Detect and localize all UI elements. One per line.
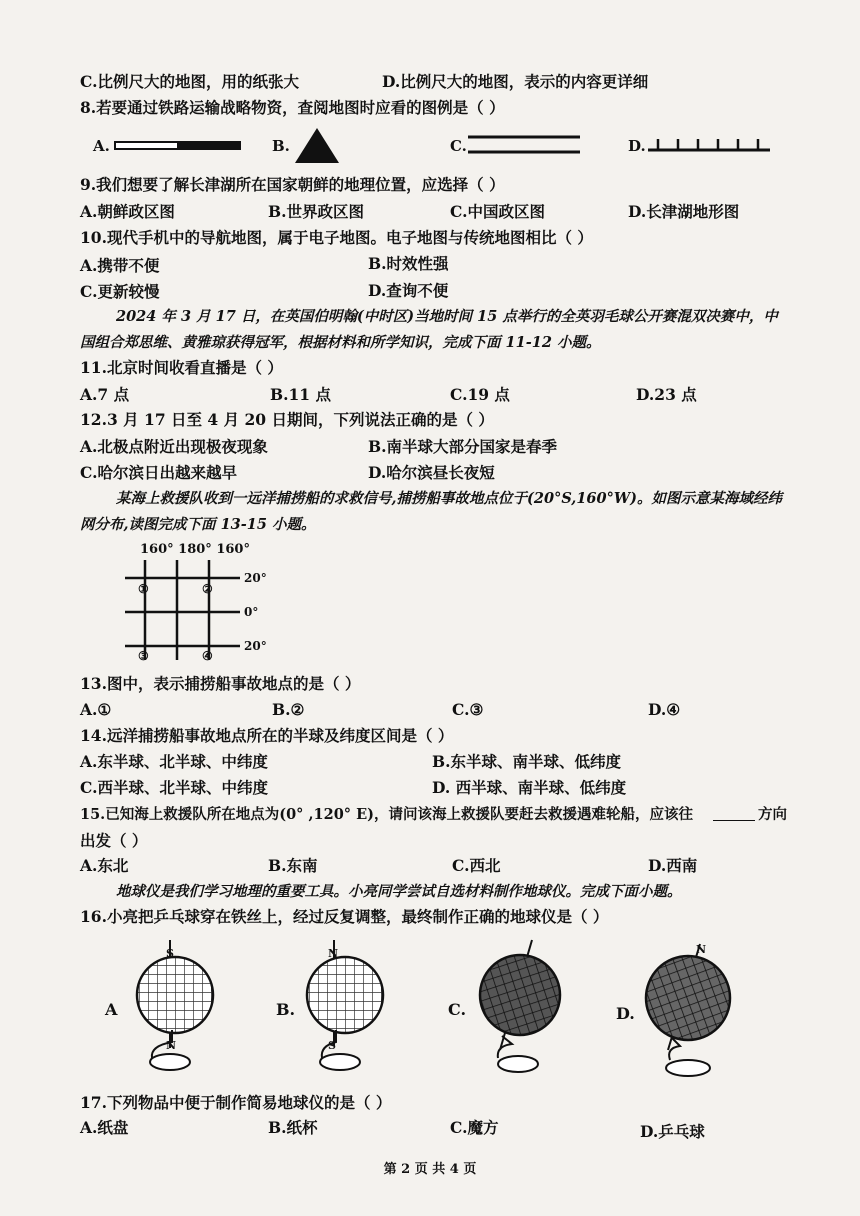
grid-lat-20-south: 20° (244, 639, 267, 653)
q13-option-b: B.② (272, 700, 305, 719)
q14-option-d: D. 西半球、南半球、低纬度 (432, 778, 627, 797)
question-14: 14.远洋捕捞船事故地点所在的半球及纬度区间是（ ） (80, 726, 454, 745)
question-15-continued: 出发（ ） (80, 831, 148, 850)
q10-option-c: C.更新较慢 (80, 282, 160, 301)
q14-option-b: B.东半球、南半球、低纬度 (432, 752, 621, 771)
material-11-12-line2: 国组合郑思维、黄雅琼获得冠军，根据材料和所学知识，完成下面 11-12 小题。 (80, 334, 601, 351)
q8-option-c: C. (450, 137, 467, 155)
q13-option-c: C.③ (452, 700, 484, 719)
question-15: 15.已知海上救援队所在地点为(0° ,120° E)，请问该海上救援队要赶去救援遇难轮船，应该往 (80, 806, 693, 823)
option-c-scale: C.比例尺大的地图，用的纸张大 (80, 72, 299, 91)
question-8: 8.若要通过铁路运输战略物资，查阅地图时应看的图例是（ ） (80, 98, 505, 117)
q15-answer-blank[interactable] (713, 820, 755, 821)
triangle-legend-icon (295, 128, 339, 164)
globe-c-icon (470, 938, 580, 1078)
q14-option-c: C.西半球、北半球、中纬度 (80, 778, 268, 797)
q16-option-d: D. (616, 1004, 635, 1023)
q15-option-a: A.东北 (80, 856, 129, 875)
grid-point-2: ② (202, 582, 213, 596)
grid-point-3: ③ (138, 649, 149, 663)
q15-direction-suffix: 方向 (758, 806, 787, 823)
double-line-legend-icon (468, 134, 583, 156)
grid-lat-0: 0° (244, 605, 259, 619)
q16-option-a: A (105, 1000, 118, 1019)
tick-line-legend-icon (648, 136, 773, 154)
q8-option-b: B. (272, 137, 290, 155)
q10-option-d: D.查询不便 (368, 281, 449, 300)
q9-option-d: D.长津湖地形图 (628, 202, 740, 221)
q9-option-c: C.中国政区图 (450, 202, 545, 221)
q15-option-c: C.西北 (452, 856, 501, 875)
question-16: 16.小亮把乒乓球穿在铁丝上，经过反复调整，最终制作正确的地球仪是（ ） (80, 907, 609, 926)
option-d-scale: D.比例尺大的地图，表示的内容更详细 (382, 72, 649, 91)
q10-option-a: A.携带不便 (80, 256, 160, 275)
q17-option-c: C.魔方 (450, 1118, 499, 1137)
globe-a-n-label: N (166, 1039, 177, 1052)
q11-option-c: C.19 点 (450, 385, 510, 404)
question-10: 10.现代手机中的导航地图，属于电子地图。电子地图与传统地图相比（ ） (80, 228, 593, 247)
q13-option-d: D.④ (648, 700, 681, 719)
globe-b-n-label: N (328, 947, 339, 960)
question-17: 17.下列物品中便于制作简易地球仪的是（ ） (80, 1093, 392, 1112)
q13-option-a: A.① (80, 700, 112, 719)
question-13: 13.图中，表示捕捞船事故地点的是（ ） (80, 674, 361, 693)
q17-option-a: A.纸盘 (80, 1118, 129, 1137)
q16-option-c: C. (448, 1000, 467, 1019)
q15-option-b: B.东南 (268, 856, 318, 875)
globe-d-n-label: N (696, 943, 707, 956)
q14-option-a: A.东半球、北半球、中纬度 (80, 752, 268, 771)
q12-option-a: A.北极点附近出现极夜现象 (80, 437, 268, 456)
q12-option-c: C.哈尔滨日出越来越早 (80, 463, 237, 482)
globe-a-s-label: S (166, 947, 174, 960)
globe-d-icon (636, 938, 751, 1083)
q11-option-b: B.11 点 (270, 385, 331, 404)
grid-lat-20-north: 20° (244, 571, 267, 585)
question-12: 12.3 月 17 日至 4 月 20 日期间，下列说法正确的是（ ） (80, 410, 494, 429)
q8-option-a: A. (93, 137, 110, 155)
question-9: 9.我们想要了解长津湖所在国家朝鲜的地理位置，应选择（ ） (80, 175, 505, 194)
q16-option-b: B. (276, 1000, 296, 1019)
q11-option-d: D.23 点 (636, 385, 697, 404)
q17-option-b: B.纸杯 (268, 1118, 318, 1137)
q9-option-a: A.朝鲜政区图 (80, 202, 175, 221)
q8-option-d: D. (628, 137, 646, 155)
q11-option-a: A.7 点 (80, 385, 130, 404)
material-11-12-line1: 2024 年 3 月 17 日，在英国伯明翰(中时区)当地时间 15 点举行的全英羽毛球公开赛混双决赛中，中 (116, 308, 778, 325)
globe-b-icon (300, 938, 410, 1078)
q12-option-b: B.南半球大部分国家是春季 (368, 437, 557, 456)
q10-option-b: B.时效性强 (368, 254, 449, 273)
grid-point-4: ④ (202, 649, 213, 663)
page-footer: 第 2 页 共 4 页 (383, 1162, 477, 1177)
q12-option-d: D.哈尔滨昼长夜短 (368, 463, 495, 482)
q15-option-d: D.西南 (648, 856, 698, 875)
question-11: 11.北京时间收看直播是（ ） (80, 358, 283, 377)
railway-legend-icon (115, 141, 245, 151)
q17-option-d: D.乒乓球 (640, 1122, 705, 1141)
grid-point-1: ① (138, 582, 149, 596)
globe-b-s-label: S (328, 1039, 336, 1052)
material-13-15-line1: 某海上救援队收到一远洋捕捞船的求救信号,捕捞船事故地点位于(20°S,160°W)。如图示意某海域经纬 (116, 490, 782, 507)
globe-a-icon (130, 938, 240, 1078)
material-13-15-line2: 网分布,读图完成下面 13-15 小题。 (80, 516, 316, 533)
grid-longitude-labels: 160° 180° 160° (140, 542, 250, 557)
material-16-17: 地球仪是我们学习地理的重要工具。小亮同学尝试自选材料制作地球仪。完成下面小题。 (116, 883, 682, 900)
q9-option-b: B.世界政区图 (268, 202, 364, 221)
